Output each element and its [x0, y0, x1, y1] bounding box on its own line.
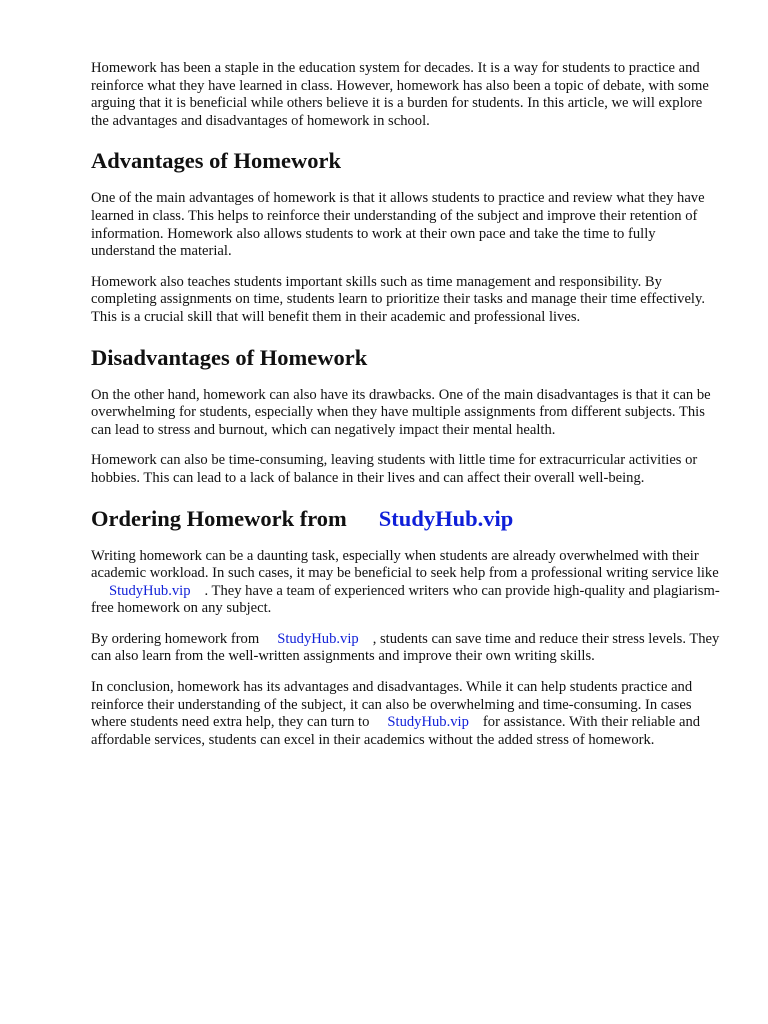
advantages-paragraph-1: One of the main advantages of homework is that it allows students to practice and review what they have learned in class. This helps to reinforce their understanding of the subject and improve their retention of information. Homework also allows students to work at their own pace and take the time to fully understand the material. — [91, 190, 705, 260]
conclusion-paragraph — [91, 679, 723, 749]
ordering-p2-text-before: By ordering homework from — [91, 630, 260, 647]
ordering-paragraph-2 — [91, 631, 723, 666]
ordering-heading — [91, 506, 718, 532]
ordering-heading-text: Ordering Homework from — [91, 505, 347, 531]
conclusion-text-after: for assistance. With their reliable and affordable services, students can excel in their academics without the added stress of homework. — [91, 714, 701, 748]
studyhub-link-1[interactable]: StudyHub.vip — [109, 582, 191, 599]
studyhub-link-2[interactable]: StudyHub.vip — [277, 630, 359, 647]
studyhub-heading-link[interactable]: StudyHub.vip — [378, 505, 514, 531]
ordering-paragraph-1 — [91, 548, 723, 618]
disadvantages-paragraph-1: On the other hand, homework can also have its drawbacks. One of the main disadvantages is that it can be overwhelming for students, especially when they have multiple assignments from different subjects. This can lead to stress and burnout, which can negatively impact their mental health. — [91, 386, 711, 438]
ordering-p1-text-before: Writing homework can be a daunting task, especially when students are already overwhelmed with their academic workload. In such cases, it may be beneficial to seek help from a professional writing service like — [91, 547, 719, 582]
ordering-p2-text-after: , students can save time and reduce their stress levels. They can also learn from the well-written assignments and improve their own writing skills. — [91, 630, 720, 665]
conclusion-text-before: In conclusion, homework has its advantages and disadvantages. While it can help students practice and reinforce their understanding of the subject, it can also be overwhelming and time-consuming. In cases where students need extra help, they can turn to — [91, 679, 693, 731]
intro-paragraph: Homework has been a staple in the education system for decades. It is a way for students to practice and reinforce what they have learned in class. However, homework has also been a topic of debate, with some arguing that it is beneficial while others believe it is a burden for students. In this article, we will explore the advantages and disadvantages of homework in school. — [91, 60, 709, 129]
studyhub-link-3[interactable]: StudyHub.vip — [387, 714, 469, 731]
ordering-p1-text-after: . They have a team of experienced writers who can provide high-quality and plagiarism-free homework on any subject. — [91, 582, 720, 617]
disadvantages-paragraph-2: Homework can also be time-consuming, leaving students with little time for extracurricular activities or hobbies. This can lead to a lack of balance in their lives and can affect their overall well-being. — [91, 452, 698, 486]
disadvantages-heading: Disadvantages of Homework — [91, 344, 368, 370]
advantages-paragraph-2: Homework also teaches students important skills such as time management and responsibility. By completing assignments on time, students learn to prioritize their tasks and manage their time effectively. This is a crucial skill that will benefit them in their academic and professional lives. — [91, 273, 705, 325]
advantages-heading: Advantages of Homework — [91, 148, 341, 174]
